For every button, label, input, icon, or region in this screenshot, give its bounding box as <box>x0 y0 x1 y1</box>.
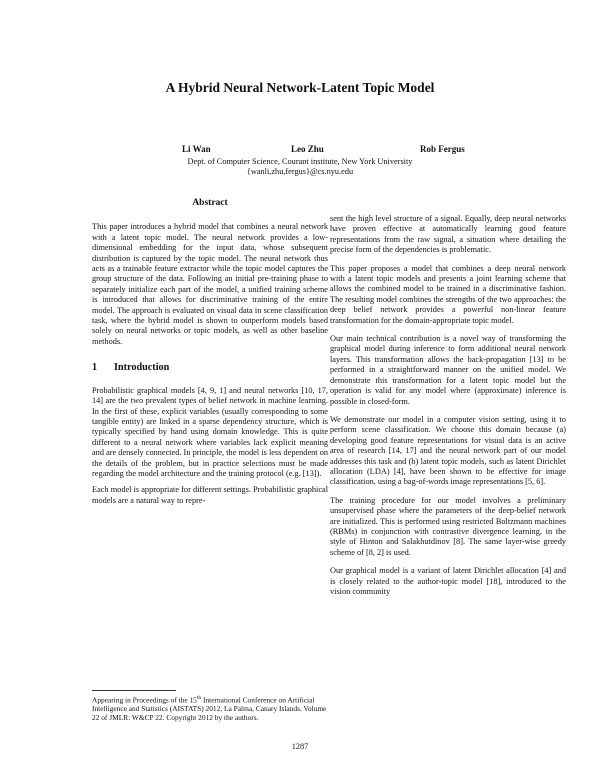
body-paragraph: We demonstrate our model in a computer vision setting, using it to perform scene classification. We choose this domain because (a) developing good feature representations for visual data is an active area of research [14, 17] and the neural network part of our model addresses this task and (b) latent topic models, such as latent Dirichlet allocation (LDA) [4], have been shown to be effective for image classification, using a bag-of-words image representations [5, 6]. <box>330 414 566 487</box>
body-paragraph: Our graphical model is a variant of latent Dirichlet allocation [4] and is closely related to the author-topic model [18], introduced to the vision community <box>330 566 566 596</box>
section-number: 1 <box>92 362 98 374</box>
footnote <box>92 690 328 722</box>
author-name: Rob Fergus <box>420 144 465 154</box>
author-list <box>0 144 600 158</box>
abstract-text: This paper introduces a hybrid model that combines a neural network with a latent topic model. The neural network provides a low-dimensional embedding for the input data, whose subsequent distribution is captured by the topic model. The neural network thus acts as a trainable feature extractor while the topic model captures the group structure of the data. Following an initial pre-training phase to separately initialize each part of the model, a unified training scheme is introduced that allows for discriminative training of the entire model. The approach is evaluated on visual data in scene classification task, where the hybrid model is shown to outperform models based solely on neural networks or topic models, as well as other baseline methods. <box>92 222 328 346</box>
body-paragraph: The training procedure for our model involves a preliminary unsupervised phase where the parameters of the deep-belief network are initialized. This is performed using restricted Boltzmann machines (RBMs) in conjunction with contrastive divergence learning, in the style of Hinton and Salakhutdinov [8]. The same layer-wise greedy scheme of [8, 2] is used. <box>330 495 566 557</box>
right-column <box>330 214 566 605</box>
abstract-heading: Abstract <box>192 198 228 208</box>
left-column <box>92 198 328 512</box>
paper-title: A Hybrid Neural Network-Latent Topic Model <box>165 80 435 95</box>
affiliation: Dept. of Computer Science, Courant institute, New York University <box>187 157 413 166</box>
body-paragraph: Each model is appropriate for different settings. Probabilistic graphical models are a natural way to repre- <box>92 485 328 505</box>
author-name: Li Wan <box>182 144 211 154</box>
page-number: 1287 <box>291 742 309 751</box>
footnote-text: International Conference on Artificial Intelligence and Statistics (AISTATS) 2012, La Palma, Canary Islands. Volume 22 of JMLR: W&CP 22. Copyright 2012 by the authors. <box>92 695 327 723</box>
section-heading <box>92 363 328 373</box>
footnote-rule <box>92 690 176 691</box>
author-email: {wanli,zhu,fergus}@cs.nyu.edu <box>246 167 354 176</box>
author-name: Leo Zhu <box>291 144 324 154</box>
footnote-superscript: th <box>196 695 202 701</box>
footnote-text: Appearing in Proceedings of the 15 <box>92 695 197 705</box>
body-paragraph: This paper proposes a model that combines a deep neural network with a latent topic models and presents a joint learning scheme that allows the combined model to be trained in a discriminative fashion. The resulting model combines the strengths of the two approaches: the deep belief network provides a powerful non-linear feature transformation for the domain-appropriate topic model. <box>330 263 566 325</box>
affiliation-block <box>0 157 600 177</box>
section-title: Introduction <box>114 362 170 374</box>
body-paragraph: Our main technical contribution is a novel way of transforming the graphical model during inference to form additional neural network layers. This transformation allows the back-propagation [13] to be performed in a straightforward manner on the unified model. We demonstrate this transformation for a latent topic model but the operation is valid for any model where (approximate) inference is possible in closed-form. <box>330 334 566 406</box>
body-paragraph: sent the high level structure of a signal. Equally, deep neural networks have proven effective at automatically learning good feature representations from the raw signal, a situation where detailing the precise form of the dependencies is problematic. <box>330 214 566 255</box>
body-paragraph: Probabilistic graphical models [4, 9, 1] and neural networks [10, 17, 14] are the two prevalent types of belief network in machine learning. In the first of these, explicit variables (usually corresponding to some tangible entity) are linked in a sparse dependency structure, which is typically specified by hand using domain knowledge. This is quite different to a neural network where variables lack explicit meaning and are densely connected. In principle, the model is less dependent on the details of the problem, but in practice selections must be made regarding the model architecture and the training protocol (e.g. [13]). <box>92 385 328 478</box>
